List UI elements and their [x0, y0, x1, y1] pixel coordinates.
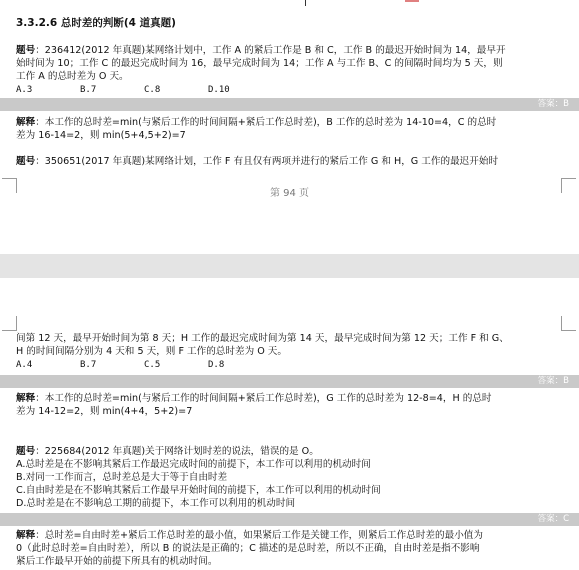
q1-line-2: 始时间为 10；工作 C 的最迟完成时间为 16，最早完成时间为 14；工作 A 与工作 B、C 的间隔时间均为 5 天，则 [16, 58, 503, 69]
q1-option-b: B.7 [80, 85, 97, 95]
q2-label: 题号 [16, 156, 36, 167]
q3-answer: 答案：C [537, 514, 569, 524]
q1-option-c: C.8 [144, 85, 161, 95]
q3-explain-line-1: 解释：总时差=自由时差+紧后工作总时差的最小值，如果紧后工作是关键工作，则紧后工作总时差的最小值为 [16, 530, 483, 541]
q2-explain-label: 解释 [16, 393, 36, 404]
q1-explain-line-2: 差为 16-14=2，则 min(5+4,5+2)=7 [16, 130, 186, 141]
q3-option-a: A.总时差是在不影响其紧后工作最迟完成时间的前提下，本工作可以利用的机动时间 [16, 459, 371, 470]
q3-label: 题号 [16, 446, 36, 457]
q3-explain-label: 解释 [16, 530, 36, 541]
q1-option-d: D.10 [208, 85, 230, 95]
q1-option-a: A.3 [16, 85, 33, 95]
section-heading: 3.3.2.6 总时差的判断(4 道真题) [16, 17, 176, 29]
q3-explain-line-2: 0（此时总时差=自由时差），所以 B 的说法是正确的；C 描述的是总时差，所以不正确，自由时差是指不影响 [16, 543, 480, 554]
q1-explain-line-1: 解释：本工作的总时差=min(与紧后工作的时间间隔+紧后工作总时差)，B 工作的总时差为 14-10=4，C 的总时 [16, 117, 497, 128]
page-corner-mark-top-left [2, 316, 17, 331]
q2-option-c: C.5 [144, 360, 161, 370]
q1-options [16, 85, 230, 96]
q1-line-3: 工作 A 的总时差为 O 天。 [16, 71, 129, 82]
q2-answer: 答案：B [537, 376, 569, 386]
q1-label: 题号 [16, 45, 36, 56]
q2-explain-line-2: 差为 14-12=2，则 min(4+4，5+2)=7 [16, 406, 193, 417]
q2-answer-bar [0, 375, 579, 388]
page-corner-mark-top-right [561, 316, 576, 331]
q2-options [16, 360, 224, 371]
q2-option-a: A.4 [16, 360, 33, 370]
q2-cont-line-2: H 的时间间隔分别为 4 天和 5 天，则 F 工作的总时差为 O 天。 [16, 346, 287, 357]
q1-answer: 答案：B [537, 99, 569, 109]
q2-explain-line-1: 解释：本工作的总时差=min(与紧后工作的时间间隔+紧后工作总时差)，G 工作的总时差为 12-8=4，H 的总时 [16, 393, 492, 404]
q1-answer-bar [0, 98, 579, 111]
page-gap [0, 254, 579, 278]
q2-option-b: B.7 [80, 360, 97, 370]
q1-line-1: 题号：236412(2012 年真题)某网络计划中，工作 A 的紧后工作是 B 和 C，工作 B 的最迟开始时间为 14，最早开 [16, 45, 506, 56]
q2-cont-line-1: 间第 12 天，最早开始时间为第 8 天；H 工作的最迟完成时间为第 14 天，最早完成时间为第 12 天；工作 F 和 G、 [16, 333, 509, 344]
cutoff-red-mark [405, 0, 419, 2]
q3-line-1: 题号：225684(2012 年真题)关于网络计划时差的说法，错误的是 O。 [16, 446, 319, 457]
q2-option-d: D.8 [208, 360, 225, 370]
q3-option-c: C.自由时差是在不影响其紧后工作最早开始时间的前提下，本工作可以利用的机动时间 [16, 485, 381, 496]
page-number: 第 94 页 [269, 188, 310, 199]
cutoff-text-marks [305, 0, 309, 6]
q1-explain-label: 解释 [16, 117, 36, 128]
q2-line-1: 题号：350651(2017 年真题)某网络计划，工作 F 有且仅有两项并进行的紧后工作 G 和 H，G 工作的最迟开始时 [16, 156, 499, 167]
q3-option-d: D.总时差是在不影响总工期的前提下，本工作可以利用的机动时间 [16, 498, 296, 509]
q3-answer-bar [0, 513, 579, 526]
q3-option-b: B.对同一工作而言，总时差总是大于等于自由时差 [16, 472, 228, 483]
q3-explain-line-3: 紧后工作最早开始的前提下所具有的机动时间。 [16, 556, 218, 567]
